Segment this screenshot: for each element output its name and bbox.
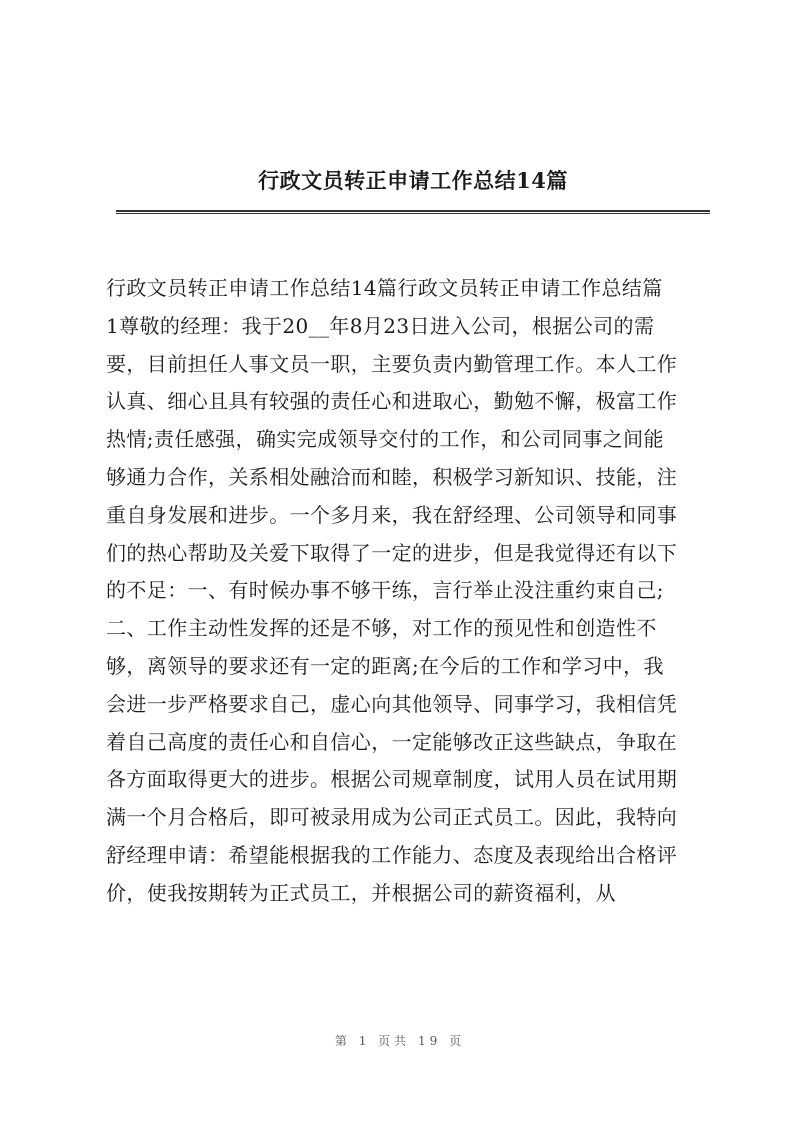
body-line: 认真、细心且具有较强的责任心和进取心，勤勉不懈，极富工作 [106, 389, 678, 414]
body-line: 价，使我按期转为正式员工，并根据公司的薪资福利，从 [106, 880, 616, 905]
body-line: 要，目前担任人事文员一职，主要负责内勤管理工作。本人工作 [106, 351, 678, 376]
title-divider [116, 210, 710, 214]
body-line: 会进一步严格要求自己，虚心向其他领导、同事学习，我相信凭 [106, 691, 678, 716]
body-line: 重自身发展和进步。一个多月来，我在舒经理、公司领导和同事 [106, 502, 678, 527]
document-title: 行政文员转正申请工作总结14篇 [258, 168, 568, 193]
body-line: 满一个月合格后，即可被录用成为公司正式员工。因此，我特向 [106, 805, 678, 830]
body-line: 1尊敬的经理：我于20__年8月23日进入公司，根据公司的需 [106, 313, 655, 338]
body-line: 们的热心帮助及关爱下取得了一定的进步，但是我觉得还有以下 [106, 540, 678, 565]
document-body [106, 270, 718, 913]
body-line: 的不足：一、有时候办事不够干练，言行举止没注重约束自己; [106, 578, 664, 603]
body-line: 行政文员转正申请工作总结14篇行政文员转正申请工作总结篇 [106, 276, 663, 300]
body-line: 二、工作主动性发挥的还是不够，对工作的预见性和创造性不 [106, 616, 657, 641]
body-line: 热情;责任感强，确实完成领导交付的工作，和公司同事之间能 [106, 427, 664, 452]
body-line: 够，离领导的要求还有一定的距离;在今后的工作和学习中，我 [106, 653, 664, 678]
page-number-footer: 第 1 页共 19 页 [334, 1034, 466, 1048]
body-line: 着自己高度的责任心和自信心，一定能够改正这些缺点，争取在 [106, 729, 678, 754]
body-line: 舒经理申请：希望能根据我的工作能力、态度及表现给出合格评 [106, 842, 678, 867]
body-line: 各方面取得更大的进步。根据公司规章制度，试用人员在试用期 [106, 767, 678, 792]
body-line: 够通力合作，关系相处融洽而和睦，积极学习新知识、技能，注 [106, 464, 678, 489]
